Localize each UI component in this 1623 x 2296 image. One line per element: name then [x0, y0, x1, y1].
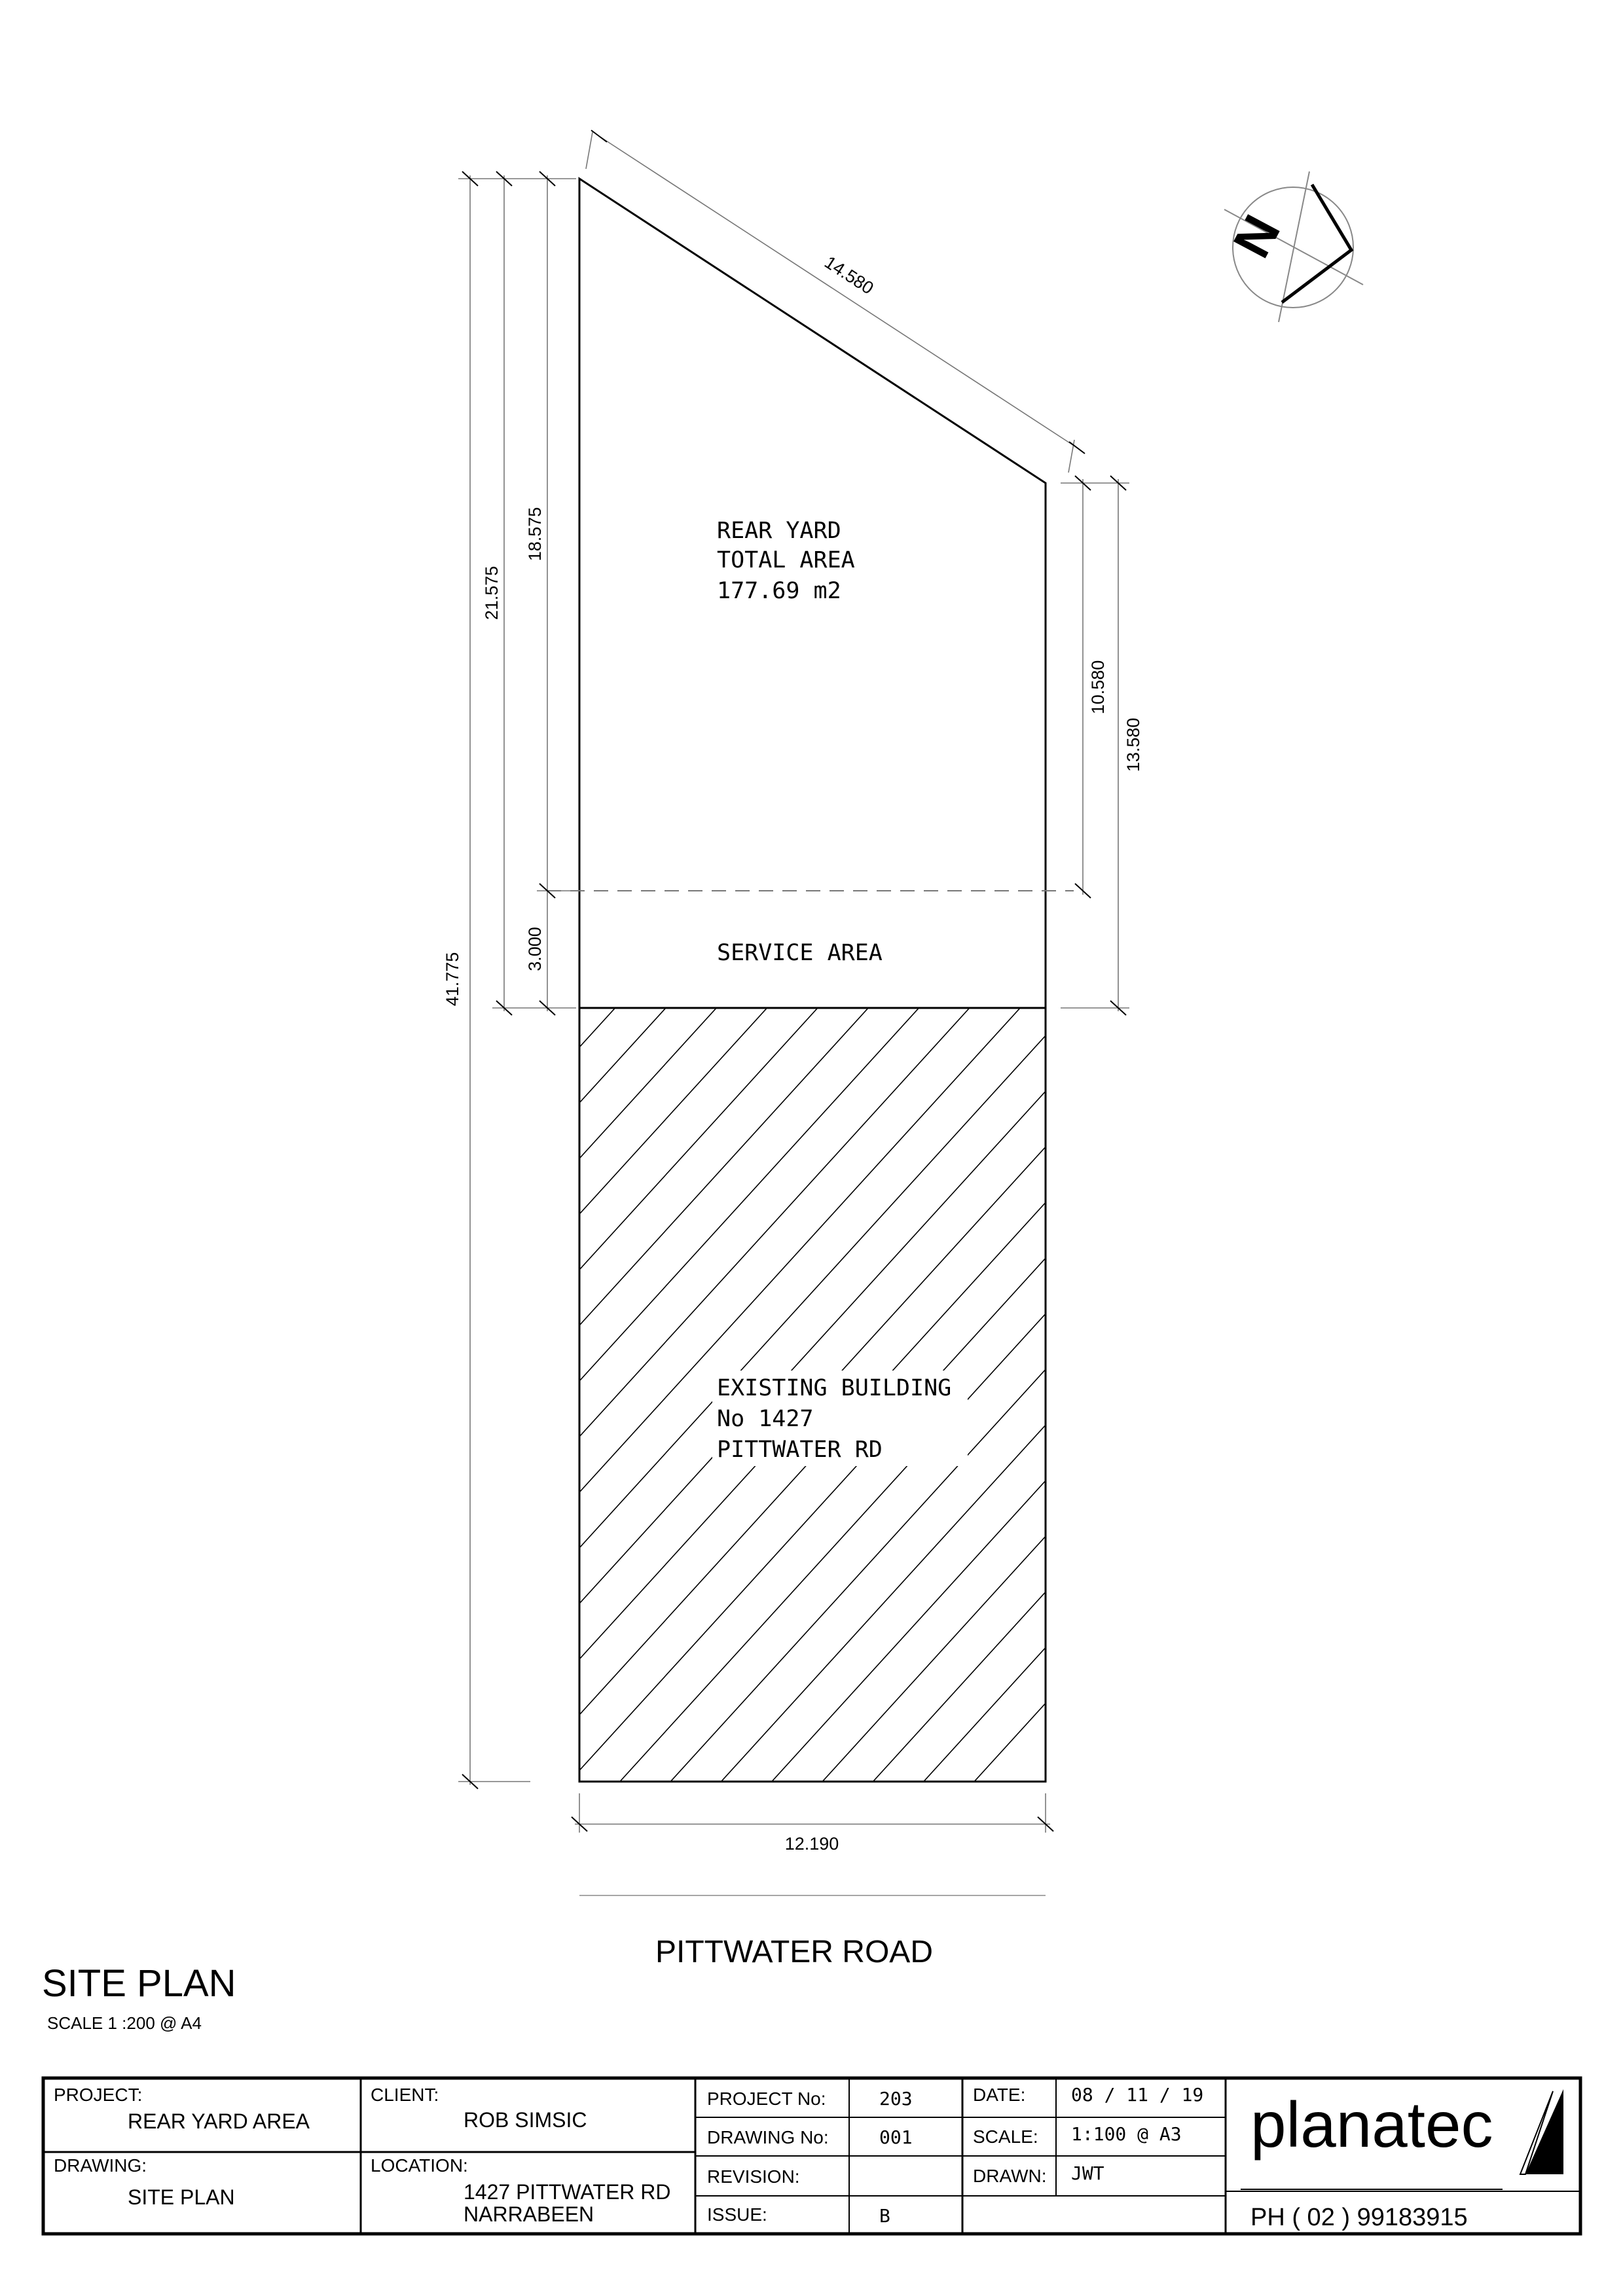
- project-no-value: 203: [879, 2088, 913, 2109]
- drawing-title: SITE PLAN: [42, 1962, 236, 2005]
- client-label: CLIENT:: [371, 2085, 439, 2105]
- rear-yard-label-line2: TOTAL AREA: [717, 547, 855, 573]
- scale-label: SCALE:: [973, 2126, 1038, 2147]
- dim-service-depth-value: 3.000: [525, 927, 545, 971]
- drawing-no-label: DRAWING No:: [707, 2127, 829, 2147]
- drawn-label: DRAWN:: [973, 2166, 1047, 2186]
- project-label: PROJECT:: [54, 2085, 143, 2105]
- brand-name: planatec: [1250, 2089, 1493, 2161]
- issue-label: ISSUE:: [707, 2204, 767, 2225]
- location-label: LOCATION:: [371, 2155, 468, 2176]
- dim-right-inner-value: 10.580: [1088, 660, 1108, 715]
- dim-right-outer-value: 13.580: [1123, 717, 1143, 772]
- drawing-scale-note: SCALE 1 :200 @ A4: [47, 2013, 202, 2033]
- dim-diagonal-line: [599, 136, 1077, 448]
- drawing-no-value: 001: [879, 2126, 913, 2148]
- date-value: 08 / 11 / 19: [1071, 2084, 1204, 2106]
- issue-value: B: [879, 2205, 890, 2227]
- rear-yard-label-line1: REAR YARD: [717, 518, 841, 544]
- drawn-value: JWT: [1071, 2162, 1104, 2184]
- dim-left-mid-value: 21.575: [482, 565, 501, 620]
- location-line1: 1427 PITTWATER RD: [464, 2180, 671, 2204]
- existing-building-label-line2: No 1427: [717, 1406, 814, 1432]
- existing-building-label-line3: PITTWATER RD: [717, 1437, 883, 1463]
- dim-frontage-value: 12.190: [784, 1834, 839, 1854]
- drawing-value: SITE PLAN: [128, 2185, 235, 2209]
- client-value: ROB SIMSIC: [464, 2108, 587, 2132]
- north-label: N: [1222, 206, 1292, 267]
- existing-building-label-line1: EXISTING BUILDING: [717, 1375, 952, 1401]
- site-boundary: [579, 179, 1046, 1782]
- brand-phone: PH ( 02 ) 99183915: [1250, 2204, 1468, 2231]
- project-no-label: PROJECT No:: [707, 2089, 826, 2109]
- location-line2: NARRABEEN: [464, 2202, 594, 2226]
- scale-value: 1:100 @ A3: [1071, 2123, 1182, 2145]
- date-label: DATE:: [973, 2085, 1026, 2105]
- dim-left-outer-value: 41.775: [443, 952, 462, 1007]
- north-arrow-icon: [1222, 171, 1363, 322]
- dim-diagonal-value: 14.580: [821, 252, 877, 298]
- road-name: PITTWATER ROAD: [655, 1935, 933, 1969]
- planatec-logo-mark: [1525, 2089, 1563, 2174]
- rear-yard-area-value: 177.69 m2: [717, 578, 841, 604]
- drawing-label: DRAWING:: [54, 2155, 147, 2176]
- dim-left-inner-value: 18.575: [525, 507, 545, 562]
- revision-label: REVISION:: [707, 2166, 800, 2187]
- project-value: REAR YARD AREA: [128, 2109, 310, 2133]
- service-area-label: SERVICE AREA: [717, 940, 883, 966]
